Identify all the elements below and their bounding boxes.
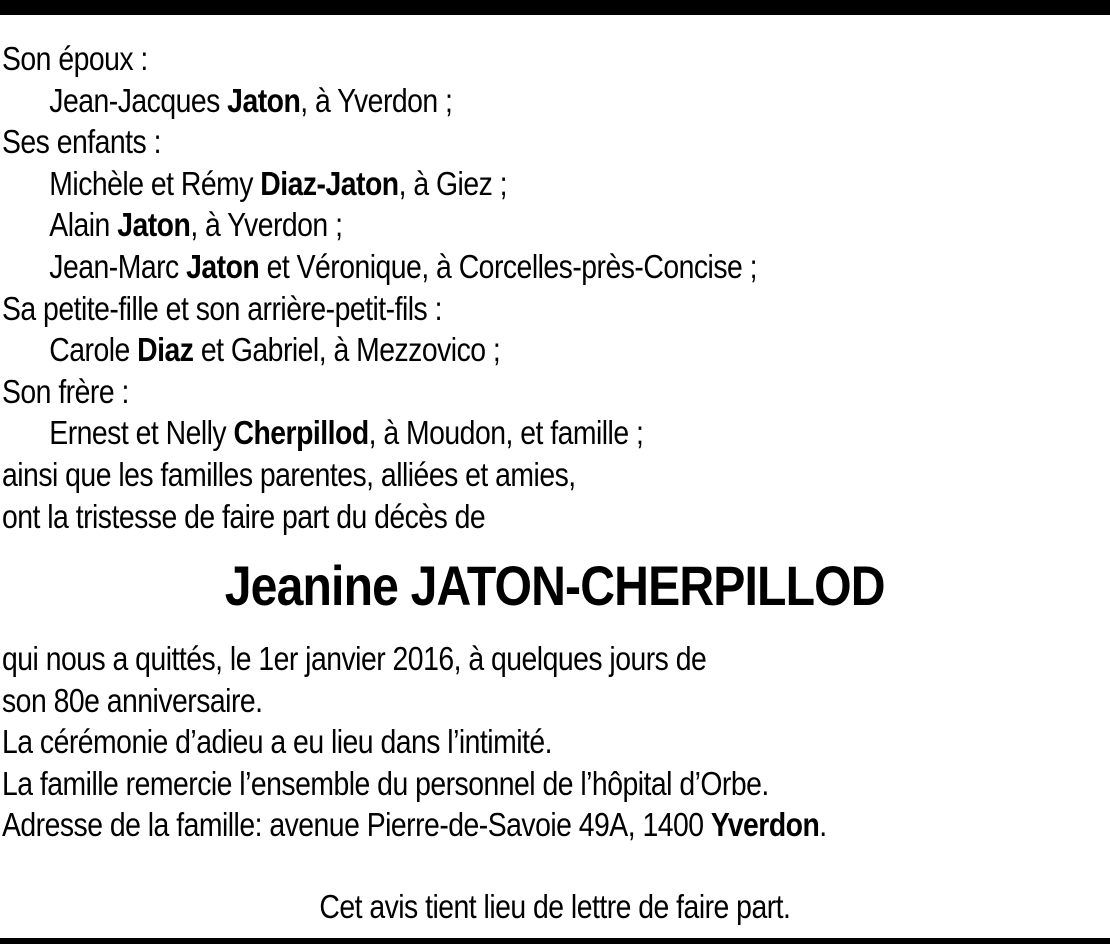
address-line [2,804,1034,846]
grandchild-first: Carole [49,331,138,369]
grandchildren-heading: Sa petite-fille et son arrière-petit-fils : [2,289,442,327]
child-surname: Jaton [186,247,260,285]
child-place: et Véronique, à Corcelles-près-Concise ; [259,247,758,285]
thanks-line: La famille remercie l’ensemble du personnel de l’hôpital d’Orbe. [2,764,769,802]
child-place: , à Giez ; [398,164,508,202]
child-first: Jean-Marc [49,247,187,285]
child-line [2,246,948,288]
spouse-heading: Son époux : [2,40,148,77]
brother-place: , à Moudon, et famille ; [368,414,644,452]
child-place: , à Yverdon ; [190,206,343,244]
child-surname: Jaton [117,206,191,244]
spouse-line [2,80,948,122]
spouse-place: , à Yverdon ; [300,81,453,119]
brother-first: Ernest et Nelly [49,414,234,452]
spouse-surname: Jaton [227,81,301,119]
brother-surname: Cherpillod [233,414,369,452]
grandchildren-line [2,329,948,371]
deceased-name-block [0,551,1110,621]
address-text: Adresse de la famille: avenue Pierre-de-Savoie 49A, 1400 [2,806,711,844]
closing-note-block [0,886,1110,928]
child-first: Alain [49,206,118,244]
address-city: Yverdon [710,806,820,844]
details-line: qui nous a quittés, le 1er janvier 2016, à quelques jours de [2,640,707,677]
child-line [2,204,948,246]
brother-line [2,412,948,454]
details-block [2,638,1034,846]
child-line [2,163,948,205]
details-line: son 80e anniversaire. [2,681,263,719]
deceased-name: Jeanine JATON-CHERPILLOD [225,554,885,617]
bottom-rule [0,938,1110,944]
child-first: Michèle et Rémy [49,164,261,202]
announcement-line: ont la tristesse de faire part du décès de [2,497,486,535]
brother-heading: Son frère : [2,372,129,410]
child-surname: Diaz-Jaton [260,164,399,202]
grandchild-place: et Gabriel, à Mezzovico ; [193,331,501,369]
spouse-first: Jean-Jacques [49,81,228,119]
top-rule [0,0,1110,15]
children-heading: Ses enfants : [2,123,161,161]
ceremony-line: La cérémonie d’adieu a eu lieu dans l’intimité. [2,723,553,761]
closing-note: Cet avis tient lieu de lettre de faire part. [319,888,791,925]
relatives-line: ainsi que les familles parentes, alliées et amies, [2,455,576,493]
grandchild-surname: Diaz [137,331,194,369]
address-suffix: . [819,806,827,844]
family-list [2,38,948,537]
